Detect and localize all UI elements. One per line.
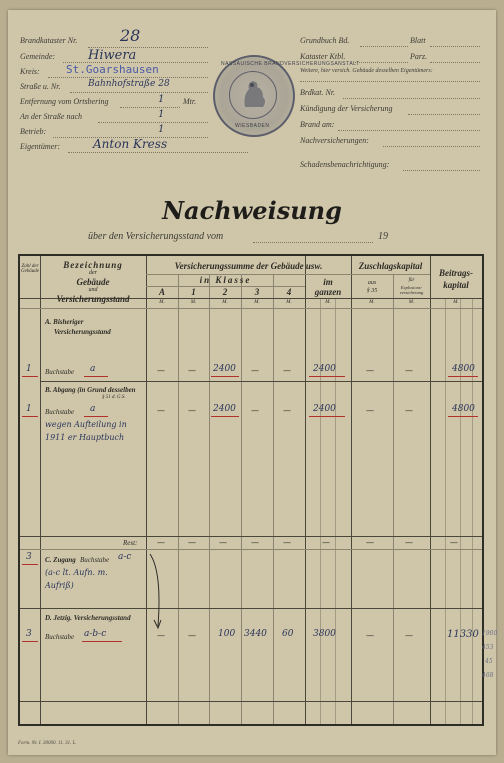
row-b-klasse-1: — xyxy=(188,406,196,415)
rest-fuer: — xyxy=(405,538,413,547)
margin-note: 45 xyxy=(485,658,493,665)
kuendigung-label: Kündigung der Versicherung xyxy=(300,104,393,113)
parz-label: Parz. xyxy=(410,52,428,61)
betrieb-value: 1 xyxy=(158,124,165,135)
blatt-label: Blatt xyxy=(410,36,426,45)
row-a-letter: a xyxy=(90,364,96,374)
row-d-aus: — xyxy=(366,631,374,640)
strasse-label: Straße u. Nr. xyxy=(20,82,61,91)
rest-beitrag: — xyxy=(450,538,458,547)
col-bezeichnung-der: der xyxy=(89,270,97,276)
col-fuer-sub: Explosions-versicherung xyxy=(399,285,424,295)
row-a-beitrag: 4800 xyxy=(452,364,475,374)
col-im-header: im xyxy=(323,277,333,287)
rest-aus: — xyxy=(366,538,374,547)
col-zuschlag-title: Zuschlagskapital xyxy=(358,261,423,271)
weitere-gebaeude-label: Weitere, hier versich. Gebäude desselben Eigentümers: xyxy=(300,68,433,74)
klasse-2-header: 2 xyxy=(222,287,228,297)
col-zahl-header: Zahl der Gebäude xyxy=(20,264,40,274)
col-summe-title: Versicherungssumme der Gebäude usw. xyxy=(174,261,323,271)
row-a-ganzen: 2400 xyxy=(313,364,336,374)
document-subtitle: über den Versicherungsstand vom xyxy=(88,231,224,242)
row-b-ganzen: 2400 xyxy=(313,404,336,414)
unit-mark: M. xyxy=(190,300,197,305)
brdkat-label: Brdkat. Nr. xyxy=(300,88,336,97)
unit-mark: M. xyxy=(369,300,375,305)
row-a-klasse-a: — xyxy=(157,366,165,375)
col-beitrag-header-2: kapital xyxy=(443,280,469,290)
betrieb-label: Betrieb: xyxy=(20,127,47,136)
row-d-klasse-4: 60 xyxy=(282,629,294,639)
eigentuemer-label: Eigentümer: xyxy=(20,142,60,151)
row-b-title: B. Abgang (in Grund desselben xyxy=(45,386,136,394)
row-d-letters: a-b-c xyxy=(84,629,107,639)
rest-label: Rest: xyxy=(123,539,138,547)
row-d-count: 3 xyxy=(26,629,32,639)
row-b-count: 1 xyxy=(26,404,32,414)
row-a-klasse-1: — xyxy=(188,366,196,375)
unit-mark: M. xyxy=(325,300,331,305)
brand-label: Brand am: xyxy=(300,120,335,129)
grundbuch-label: Grundbuch Bd. xyxy=(300,36,350,45)
klasse-4-header: 4 xyxy=(286,287,292,297)
row-d-fuer: — xyxy=(405,631,413,640)
row-a-fuer: — xyxy=(405,366,413,375)
row-a-aus: — xyxy=(366,366,374,375)
row-d-ganzen: 3800 xyxy=(313,629,336,639)
col-aus-header: aus xyxy=(367,280,377,286)
row-d-beitrag: 11330 xyxy=(447,629,479,640)
row-c-title: C. Zugang xyxy=(45,556,76,564)
row-a-title: A. Bisheriger xyxy=(45,318,84,326)
rest-klasse-a: — xyxy=(157,538,165,547)
row-b-beitrag: 4800 xyxy=(452,404,475,414)
row-d-klasse-3: 3440 xyxy=(244,629,267,639)
row-b-klasse-2: 2400 xyxy=(213,404,236,414)
insurance-table xyxy=(18,254,484,726)
unit-mark: M. xyxy=(159,300,165,305)
row-d-klasse-a: — xyxy=(157,631,165,640)
row-b-note-2: 1911 er Hauptbuch xyxy=(45,433,125,442)
row-b-klasse-4: — xyxy=(283,406,291,415)
rest-klasse-4: — xyxy=(283,538,291,547)
row-c-letters: a-c xyxy=(118,552,132,562)
unit-mark: M. xyxy=(222,300,228,305)
row-b-note-1: wegen Aufteilung in xyxy=(45,420,127,429)
kreis-label: Kreis: xyxy=(20,67,40,76)
strasse-value: Bahnhofstraße 28 xyxy=(88,79,170,89)
col-bezeichnung-und: und xyxy=(88,287,98,293)
margin-note: 453 xyxy=(482,644,494,651)
an-der-strasse-label: An der Straße nach xyxy=(20,112,82,121)
row-c-count: 3 xyxy=(26,552,32,562)
row-c-note-2: Aufriß) xyxy=(45,581,74,590)
form-footer: Form. Nr. I. 30000. 11. 31. L. xyxy=(18,741,77,746)
form-page xyxy=(8,10,496,755)
row-b-title-2: § 51 d. G.S. xyxy=(102,395,126,400)
lion-emblem-icon xyxy=(237,77,271,113)
row-d-klasse-2: 100 xyxy=(218,629,236,639)
row-a-klasse-3: — xyxy=(251,366,259,375)
entfernung-label: Entfernung vom Ortsbering xyxy=(20,97,109,106)
entfernung-unit: Mtr. xyxy=(183,97,197,106)
row-a-count: 1 xyxy=(26,364,32,374)
col-beitrag-header-1: Beitrags- xyxy=(438,268,473,278)
kataster-label: Kataster Ktbl. xyxy=(300,52,346,61)
rest-klasse-2: — xyxy=(219,538,227,547)
document-title: Nachweisung xyxy=(162,196,342,225)
unit-mark: M. xyxy=(286,300,292,305)
brandkataster-label: Brandkataster Nr. xyxy=(20,36,78,45)
col-bezeichnung-versicherungsstand: Versicherungsstand xyxy=(56,294,130,304)
row-a-title-2: Versicherungsstand xyxy=(54,328,111,336)
row-b-buchstabe: Buchstabe xyxy=(45,408,75,416)
gemeinde-label: Gemeinde: xyxy=(20,52,56,61)
col-bezeichnung-gebaeude: Gebäude xyxy=(76,277,110,287)
rest-klasse-1: — xyxy=(188,538,196,547)
row-b-letter: a xyxy=(90,404,96,414)
kreis-stamp: St.Goarshausen xyxy=(66,63,159,76)
row-a-klasse-2: 2400 xyxy=(213,364,236,374)
margin-note: 1900 xyxy=(482,630,498,637)
col-in-klasse: in Klasse xyxy=(199,275,252,285)
klasse-a-header: A xyxy=(158,287,165,297)
nachversicherungen-label: Nachversicherungen: xyxy=(300,136,369,145)
margin-note: 468 xyxy=(482,672,494,679)
row-c-buchstabe: Buchstabe xyxy=(80,556,110,564)
col-bezeichnung-title: Bezeichnung xyxy=(63,260,123,270)
seal-ring-text-bottom: WIESBADEN xyxy=(235,123,270,129)
col-fuer-header: für xyxy=(408,278,415,283)
subtitle-year: 19 xyxy=(378,231,388,242)
col-aus-para: § 35 xyxy=(366,288,378,294)
klasse-1-header: 1 xyxy=(191,287,196,297)
row-a-buchstabe: Buchstabe xyxy=(45,368,75,376)
unit-mark: M. xyxy=(254,300,260,305)
eigentuemer-value: Anton Kress xyxy=(93,137,168,151)
klasse-3-header: 3 xyxy=(254,287,260,297)
row-d-klasse-1: — xyxy=(188,631,196,640)
row-b-fuer: — xyxy=(405,406,413,415)
row-d-title: D. Jetzig. Versicherungsstand xyxy=(45,614,131,622)
an-der-strasse-value: 1 xyxy=(158,109,165,120)
entfernung-value: 1 xyxy=(158,94,165,105)
unit-mark: M. xyxy=(453,300,459,305)
rest-klasse-3: — xyxy=(251,538,259,547)
brandkataster-number: 28 xyxy=(120,26,141,45)
row-b-klasse-a: — xyxy=(157,406,165,415)
rest-ganzen: — xyxy=(322,538,330,547)
schadensbenachrichtigung-label: Schadensbenachrichtigung: xyxy=(300,160,390,169)
row-c-note-1: (a-c lt. Aufn. m. xyxy=(45,568,108,577)
row-b-klasse-3: — xyxy=(251,406,259,415)
row-b-aus: — xyxy=(366,406,374,415)
seal-ring-text-top: NASSAUISCHE BRANDVERSICHERUNGSANSTALT xyxy=(221,61,360,67)
gemeinde-value: Hiwera xyxy=(88,48,137,63)
unit-mark: M. xyxy=(408,300,415,305)
row-a-klasse-4: — xyxy=(283,366,291,375)
transfer-arrow-icon xyxy=(148,552,168,632)
row-d-buchstabe: Buchstabe xyxy=(45,633,75,641)
col-ganzen-header: ganzen xyxy=(314,287,342,297)
